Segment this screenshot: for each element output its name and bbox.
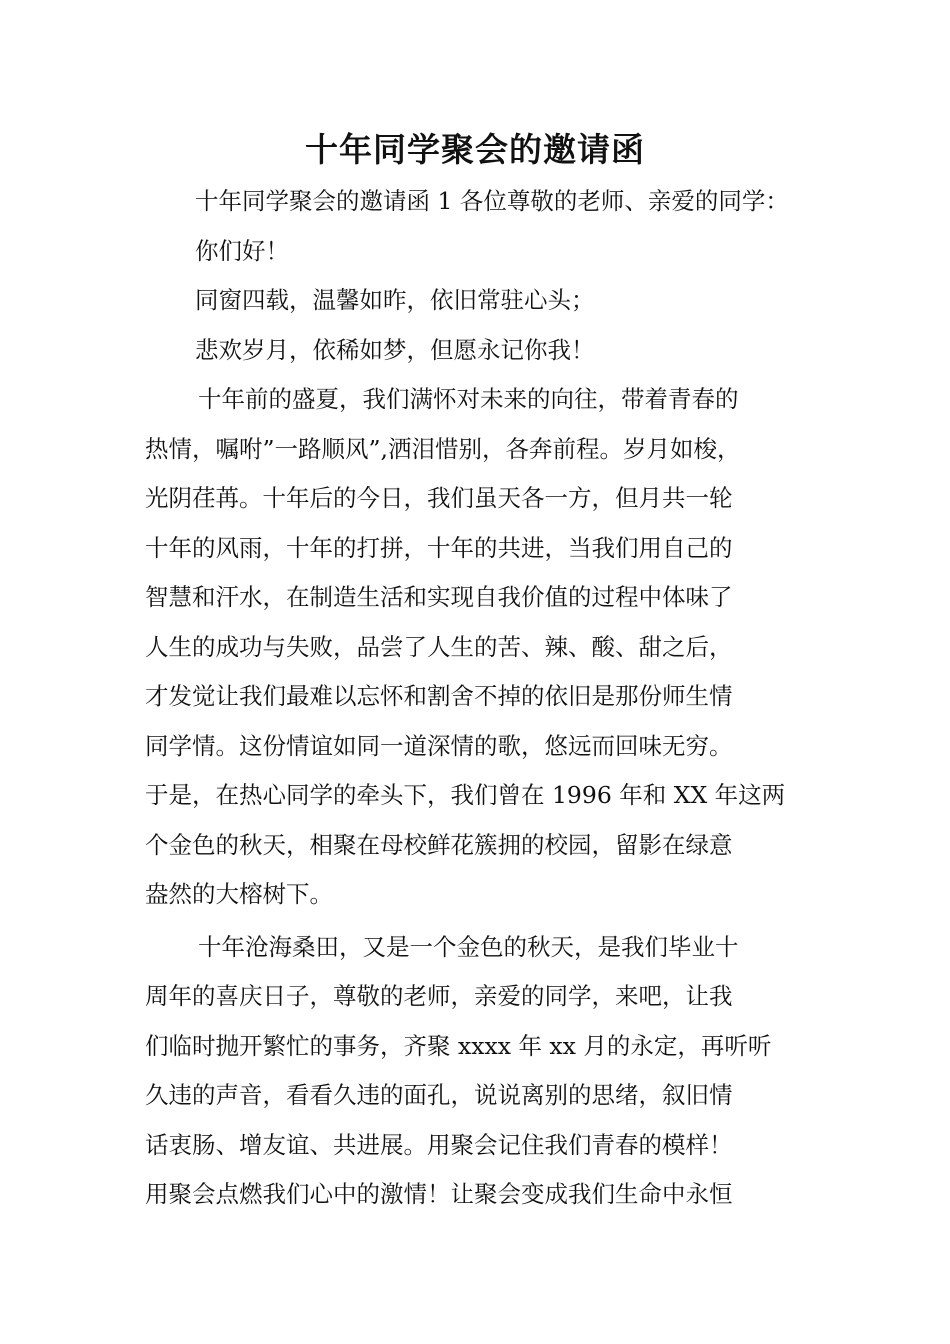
paragraph-line: 人生的成功与失败，品尝了人生的苦、辣、酸、甜之后， — [145, 633, 733, 661]
paragraph-line: 十年沧海桑田，又是一个金色的秋天，是我们毕业十 — [198, 933, 739, 961]
document-title: 十年同学聚会的邀请函 — [305, 130, 645, 169]
greeting-line: 同窗四载，温馨如昨，依旧常驻心头； — [195, 286, 595, 314]
paragraph-line: 才发觉让我们最难以忘怀和割舍不掉的依旧是那份师生情 — [145, 682, 733, 710]
paragraph-line: 同学情。这份情谊如同一道深情的歌，悠远而回味无穷。 — [145, 732, 733, 760]
paragraph-line: 热情，嘱咐”一路顺风”,洒泪惜别，各奔前程。岁月如梭， — [145, 435, 741, 463]
greeting-line: 十年同学聚会的邀请函 1 各位尊敬的老师、亲爱的同学： — [195, 187, 789, 215]
paragraph-line: 用聚会点燃我们心中的激情！让聚会变成我们生命中永恒 — [145, 1180, 733, 1208]
paragraph-line: 个金色的秋天，相聚在母校鲜花簇拥的校园，留影在绿意 — [145, 831, 733, 859]
paragraph-line: 们临时抛开繁忙的事务，齐聚 xxxx 年 xx 月的永定，再听听 — [145, 1032, 772, 1060]
paragraph-line: 话衷肠、增友谊、共进展。用聚会记住我们青春的模样！ — [145, 1131, 733, 1159]
paragraph-line: 盎然的大榕树下。 — [145, 880, 333, 908]
paragraph-line: 十年前的盛夏，我们满怀对未来的向往，带着青春的 — [198, 385, 739, 413]
paragraph-line: 十年的风雨，十年的打拼，十年的共进，当我们用自己的 — [145, 534, 733, 562]
paragraph-line: 光阴荏苒。十年后的今日，我们虽天各一方，但月共一轮 — [145, 484, 733, 512]
paragraph-line: 久违的声音，看看久违的面孔，说说离别的思绪，叙旧情 — [145, 1081, 733, 1109]
paragraph-line: 周年的喜庆日子，尊敬的老师，亲爱的同学，来吧，让我 — [145, 982, 733, 1010]
paragraph-line: 于是，在热心同学的牵头下，我们曾在 1996 年和 XX 年这两 — [145, 781, 786, 809]
greeting-line: 你们好！ — [195, 237, 289, 265]
greeting-line: 悲欢岁月，依稀如梦，但愿永记你我！ — [195, 336, 595, 364]
paragraph-line: 智慧和汗水，在制造生活和实现自我价值的过程中体味了 — [145, 583, 733, 611]
